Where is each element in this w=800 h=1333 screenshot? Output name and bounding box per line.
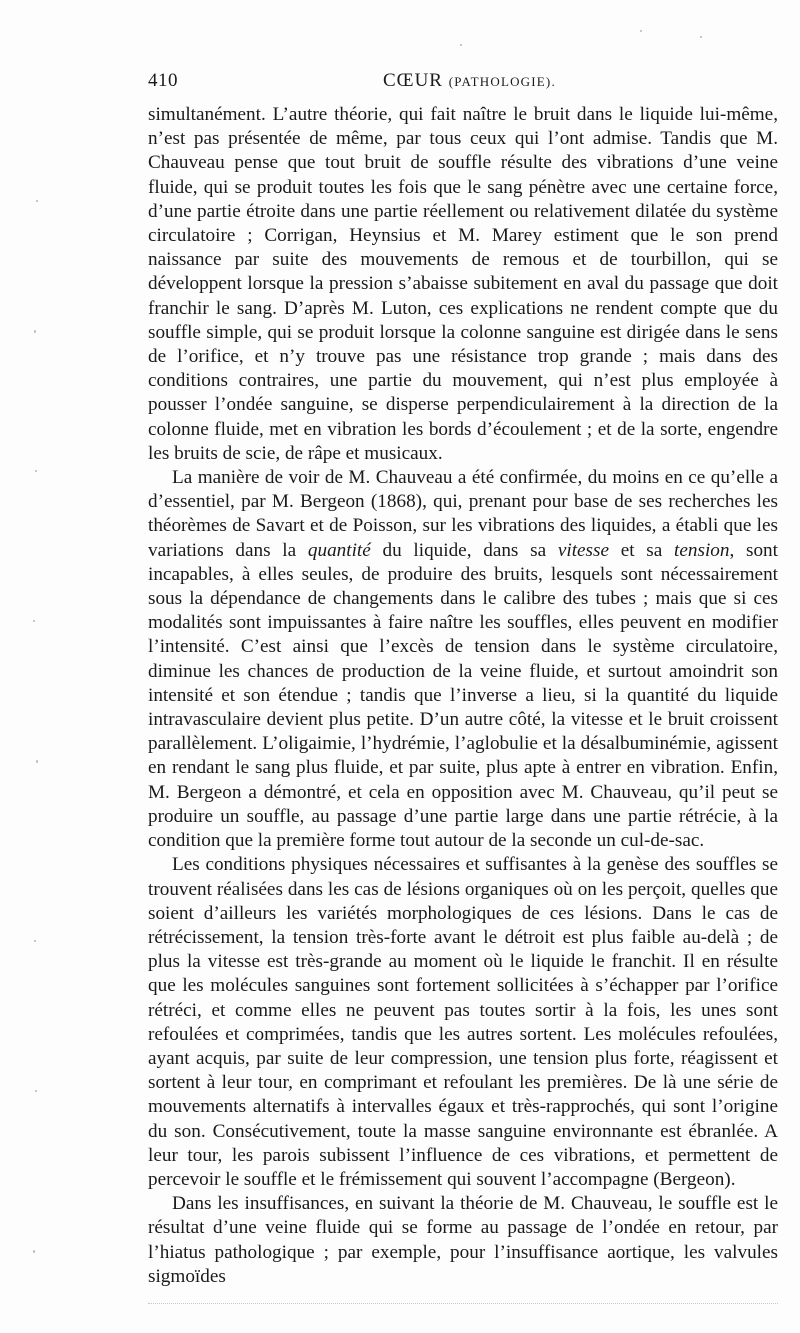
scan-speckle <box>35 1090 37 1092</box>
text-run: simultanément. L’autre théorie, qui fait naître le bruit dans le liquide lui-même, n’est pas présentée de même, par tous ceux qui l’ont admise. Tandis que M. Chauveau pense que tout bruit de souffle résulte des vibrations d’une veine fluide, qui se produit toutes les fois que le sang pénètre avec une certaine force, d’une partie étroite dans une partie réellement ou relativement dilatée du système circulatoire ; Corrigan, Heynsius et M. Marey estiment que le son prend naissance par suite des mouvements de remous et de tourbillon, qui se développent lorsque la pression s’abaisse subitement en aval du passage que doit franchir le sang. D’après M. Luton, ces explications ne rendent compte que du souffle simple, qui se produit lorsque la colonne sanguine est dirigée dans le sens de l’orifice, et n’y trouve pas une résistance trop grande ; mais dans des conditions contraires, une partie du mouvement, qui n’est plus employée à pousser l’ondée sanguine, se disperse perpendiculairement à la direction de la colonne fluide, met en vibration les bords d’écoulement ; et de la sorte, engendre les bruits de scie, de râpe et musicaux. <box>148 104 778 464</box>
paragraph <box>148 853 778 1192</box>
scan-speckle <box>460 44 462 46</box>
text-run: Les conditions physiques nécessaires et suffisantes à la genèse des souffles se trouvent réalisées dans les cas de lésions organiques où on les perçoit, quelles que soient d’ailleurs les variétés morphologiques de ces lésions. Dans le cas de rétrécissement, la tension très-forte avant le détroit est plus faible au-delà ; de plus la vitesse est très-grande au moment où le liquide le franchit. Il en résulte que les molécules sanguines sont fortement sollicitées à s’échapper par l’orifice rétréci, et comme elles ne peuvent pas toutes sortir à la fois, les unes sont refoulées et comprimées, tandis que les autres sortent. Les molécules refoulées, ayant acquis, par suite de leur compression, une tension plus forte, réagissent et sortent à leur tour, en comprimant et refoulant les premières. De là une série de mouvements alternatifs à intervalles égaux et très-rapprochés, qui sont l’origine du son. Consécutivement, toute la masse sanguine environnante est ébranlée. A leur tour, les parois subissent l’influence de ces vibrations, et permettent de percevoir le souffle et le frémissement qui souvent l’accompagne (Bergeon). <box>148 854 778 1190</box>
scan-speckle <box>34 330 36 333</box>
italic-term: quantité <box>307 539 371 561</box>
text-run: , sont incapables, à elles seules, de produire des bruits, lesquels sont nécessairement sous la dépendance de changements dans le calibre des tubes ; mais que si ces modalités sont impuissantes à faire naître les souffles, elles peuvent en modifier l’intensité. C’est ainsi que l’excès de tension dans le système circulatoire, diminue les chances de production de la veine fluide, et surtout amoindrit son intensité et son étendue ; tandis que l’inverse a lieu, si la quantité du liquide intravasculaire devient plus petite. D’un autre côté, la vitesse et le bruit croissent parallèlement. L’oligaimie, l’hydrémie, l’aglobulie et la désalbuminémie, agissent en rendant le sang plus fluide, et par suite, plus apte à entrer en vibration. Enfin, M. Bergeon a démontré, et cela en opposition avec M. Chauveau, qu’il peut se produire un souffle, au passage d’une partie large dans une partie rétrécie, à la condition que la première forme tout autour de la seconde un cul-de-sac. <box>148 539 778 852</box>
italic-term: tension <box>674 539 730 561</box>
scan-speckle <box>700 36 702 38</box>
italic-term: vitesse <box>557 539 609 561</box>
running-head-subtitle: (PATHOLOGIE). <box>448 74 556 89</box>
scan-speckle <box>35 470 37 472</box>
scan-speckle <box>34 940 36 942</box>
text-run: La manière de voir de M. Chauveau a été confirmée, du moins en ce qu’elle a d’essentiel, par M. Bergeon (1868), qui, prenant pour base de ses recherches les théorèmes de Savart et de Poisson, sur les vibrations des liquides, a établi que les variations dans la <box>148 467 778 561</box>
paragraph <box>148 466 778 853</box>
scan-speckle <box>33 1250 35 1253</box>
text-run: Dans les insuffisances, en suivant la théorie de M. Chauveau, le souffle est le résultat d’une veine fluide qui se forme au passage de l’ondée en retour, par l’hiatus pathologique ; par exemple, pour l’insuffisance aortique, les valvules sigmoïdes <box>148 1193 778 1287</box>
body-text <box>148 103 778 1289</box>
bottom-scan-noise <box>148 1303 778 1304</box>
text-run: et sa <box>609 539 675 561</box>
page-header <box>148 70 778 100</box>
scan-speckle <box>36 200 38 202</box>
scan-speckle <box>640 30 642 32</box>
scan-speckle <box>36 760 38 763</box>
scan-speckle <box>33 620 35 622</box>
running-head <box>383 70 556 92</box>
text-run: du liquide, dans sa <box>370 539 558 561</box>
paragraph <box>148 1192 778 1289</box>
page-number: 410 <box>148 70 178 91</box>
paragraph <box>148 103 778 466</box>
running-head-title: CŒUR <box>383 70 443 91</box>
